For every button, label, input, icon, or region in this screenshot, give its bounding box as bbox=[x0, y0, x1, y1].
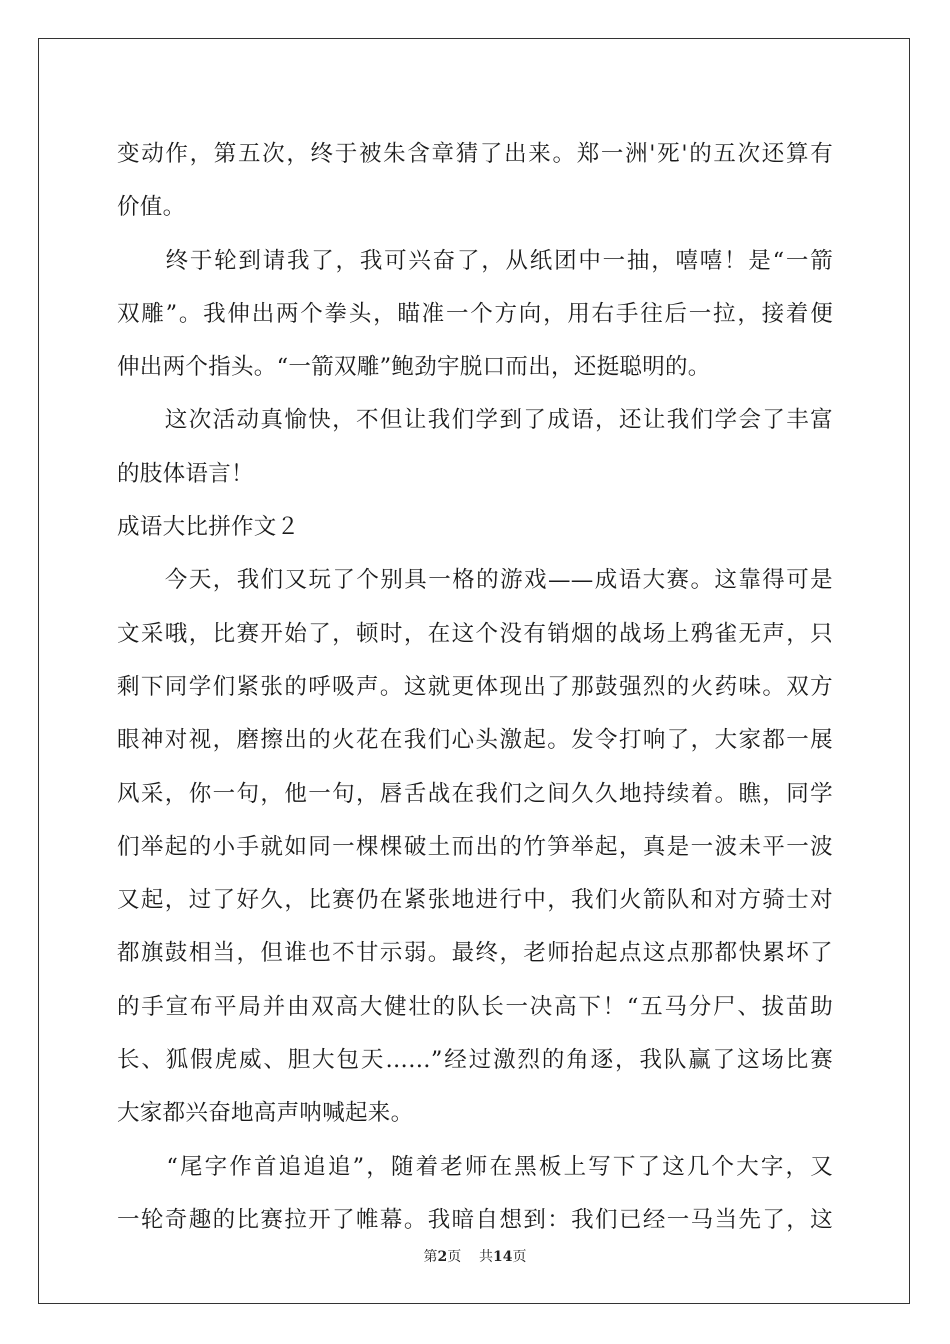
text-line: 价值。 bbox=[117, 194, 186, 221]
text-line: 们举起的小手就如同一棵棵破土而出的竹笋举起，真是一波未平一波 bbox=[117, 833, 833, 860]
text-line: 都旗鼓相当，但谁也不甘示弱。最终，老师抬起点这点那都快累坏了 bbox=[117, 940, 833, 967]
text-line: 终于轮到请我了，我可兴奋了，从纸团中一抽，嘻嘻！是“一箭 bbox=[117, 247, 833, 274]
total-pages: 14 bbox=[493, 1249, 513, 1265]
total-prefix: 共 bbox=[479, 1249, 494, 1265]
page-number: 2 bbox=[437, 1249, 448, 1265]
total-suffix: 页 bbox=[512, 1249, 527, 1265]
text-line: 的肢体语言！ bbox=[117, 460, 254, 487]
text-line: 今天，我们又玩了个别具一格的游戏——成语大赛。这靠得可是 bbox=[117, 567, 833, 594]
page-footer bbox=[0, 1246, 950, 1266]
text-line: 眼神对视，磨擦出的火花在我们心头激起。发令打响了，大家都一展 bbox=[117, 727, 833, 754]
text-line: 的手宣布平局并由双高大健壮的队长一决高下！“五马分尸、拔苗助 bbox=[117, 993, 833, 1020]
text-line: 一轮奇趣的比赛拉开了帷幕。我暗自想到：我们已经一马当先了，这 bbox=[117, 1206, 833, 1233]
text-line: 变动作，第五次，终于被朱含章猜了出来。郑一洲'死'的五次还算有 bbox=[117, 141, 833, 167]
text-line: 伸出两个指头。“一箭双雕”鲍劲宇脱口而出，还挺聪明的。 bbox=[117, 354, 711, 381]
section-heading: 成语大比拼作文２ bbox=[117, 514, 300, 541]
text-line: 这次活动真愉快，不但让我们学到了成语，还让我们学会了丰富 bbox=[117, 407, 833, 434]
text-line: 双雕”。我伸出两个拳头，瞄准一个方向，用右手往后一拉，接着便 bbox=[117, 300, 833, 327]
text-line: 又起，过了好久，比赛仍在紧张地进行中，我们火箭队和对方骑士对 bbox=[117, 887, 833, 914]
text-line: 风采，你一句，他一句，唇舌战在我们之间久久地持续着。瞧，同学 bbox=[117, 780, 833, 807]
text-line: 长、狐假虎威、胆大包天……”经过激烈的角逐，我队赢了这场比赛 bbox=[117, 1047, 833, 1074]
text-line: 剩下同学们紧张的呼吸声。这就更体现出了那鼓强烈的火药味。双方 bbox=[117, 673, 833, 700]
page-suffix: 页 bbox=[447, 1249, 462, 1265]
text-line: 文采哦，比赛开始了，顿时，在这个没有销烟的战场上鸦雀无声，只 bbox=[117, 620, 833, 647]
document-body bbox=[117, 128, 833, 1247]
text-line: 大家都兴奋地高声呐喊起来。 bbox=[117, 1100, 414, 1127]
text-line: “尾字作首追追追”，随着老师在黑板上写下了这几个大字，又 bbox=[117, 1153, 833, 1180]
page-prefix: 第 bbox=[423, 1249, 438, 1265]
